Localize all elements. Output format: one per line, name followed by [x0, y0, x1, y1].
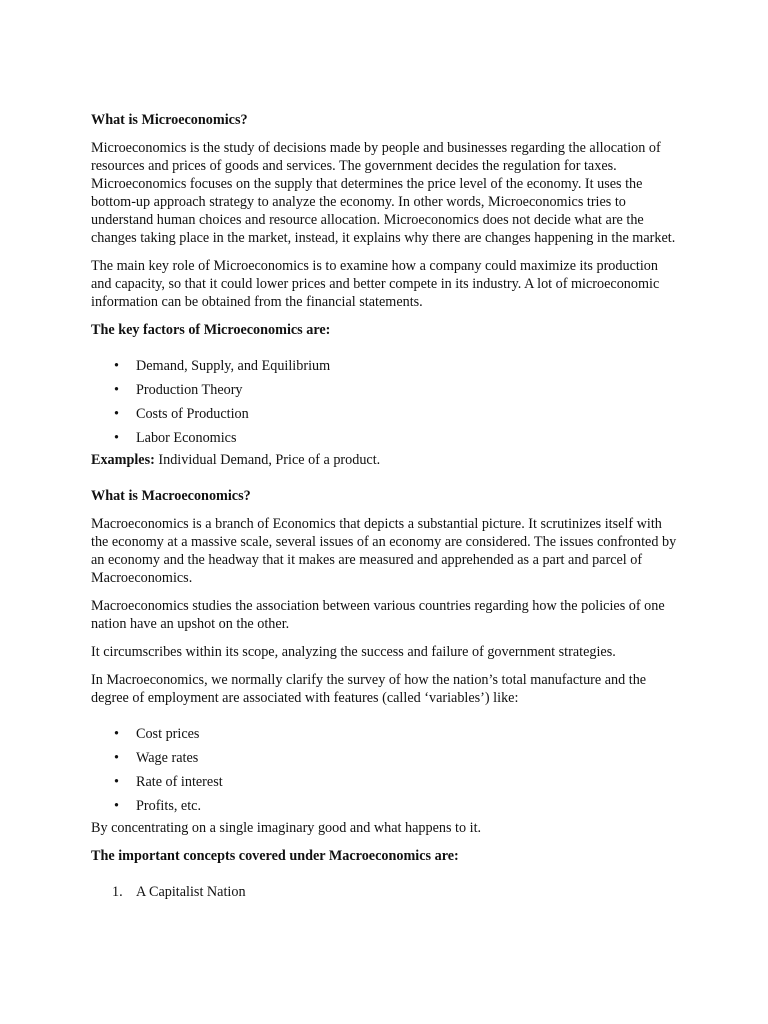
list-item-text: Costs of Production — [136, 406, 249, 422]
list-item-text: A Capitalist Nation — [136, 884, 246, 900]
list-item — [114, 797, 681, 815]
list-item — [114, 773, 681, 791]
list-item-text: Rate of interest — [136, 774, 223, 790]
macro-paragraph-1: Macroeconomics is a branch of Economics that depicts a substantial picture. It scrutinizes itself with the economy at a massive scale, several issues of an economy are considered. The issues confronted by an economy and the headway that it makes are measured and apprehended as a part and parcel of Macroeconomics. — [91, 516, 677, 586]
bullet-icon: • — [114, 726, 119, 742]
micro-paragraph-2: The main key role of Microeconomics is to examine how a company could maximize its production and capacity, so that it could lower prices and better compete in its industry. A lot of microeconomic information can be obtained from the financial statements. — [91, 258, 660, 310]
list-item — [114, 405, 681, 423]
bullet-icon: • — [114, 750, 119, 766]
bullet-icon: • — [114, 406, 119, 422]
bullet-icon: • — [114, 774, 119, 790]
micro-examples — [91, 451, 681, 469]
macro-paragraph-2: Macroeconomics studies the association between various countries regarding how the policies of one nation have an upshot on the other. — [91, 598, 665, 632]
macro-variables-list — [91, 725, 681, 815]
list-item — [114, 725, 681, 743]
micro-factors-list — [91, 357, 681, 447]
macro-paragraph-4: In Macroeconomics, we normally clarify the survey of how the nation’s total manufacture and the degree of employment are associated with features (called ‘variables’) like: — [91, 672, 647, 706]
bullet-icon: • — [114, 430, 119, 446]
examples-text: Individual Demand, Price of a product. — [154, 452, 381, 468]
macro-paragraph-3: It circumscribes within its scope, analyzing the success and failure of government strategies. — [91, 644, 616, 660]
list-item-text: Profits, etc. — [136, 798, 202, 814]
macro-concepts-heading: The important concepts covered under Macroeconomics are: — [91, 848, 459, 864]
list-item — [112, 883, 681, 901]
list-item-text: Cost prices — [136, 726, 200, 742]
list-item — [114, 381, 681, 399]
bullet-icon: • — [114, 798, 119, 814]
bullet-icon: • — [114, 382, 119, 398]
list-item-text: Demand, Supply, and Equilibrium — [136, 358, 331, 374]
micro-heading: What is Microeconomics? — [91, 112, 248, 128]
list-item-text: Production Theory — [136, 382, 243, 398]
document-page — [91, 111, 681, 907]
list-item-text: Wage rates — [136, 750, 199, 766]
macro-paragraph-5: By concentrating on a single imaginary good and what happens to it. — [91, 820, 482, 836]
list-item-text: Labor Economics — [136, 430, 237, 446]
examples-label: Examples: — [91, 452, 155, 468]
list-item — [114, 357, 681, 375]
macro-heading: What is Macroeconomics? — [91, 488, 251, 504]
list-item — [114, 749, 681, 767]
macro-concepts-list — [91, 883, 681, 901]
micro-paragraph-1: Microeconomics is the study of decisions made by people and businesses regarding the allocation of resources and prices of goods and services. The government decides the regulation for taxes. Microeconomics focuses on the supply that determines the price level of the economy. It uses the bottom-up approach strategy to analyze the economy. In other words, Microeconomics tries to understand human choices and resource allocation. Microeconomics does not decide what are the changes taking place in the market, instead, it explains why there are changes happening in the market. — [91, 140, 676, 246]
micro-factors-heading: The key factors of Microeconomics are: — [91, 322, 331, 338]
bullet-icon: • — [114, 358, 119, 374]
list-item — [114, 429, 681, 447]
list-number: 1. — [112, 884, 123, 900]
